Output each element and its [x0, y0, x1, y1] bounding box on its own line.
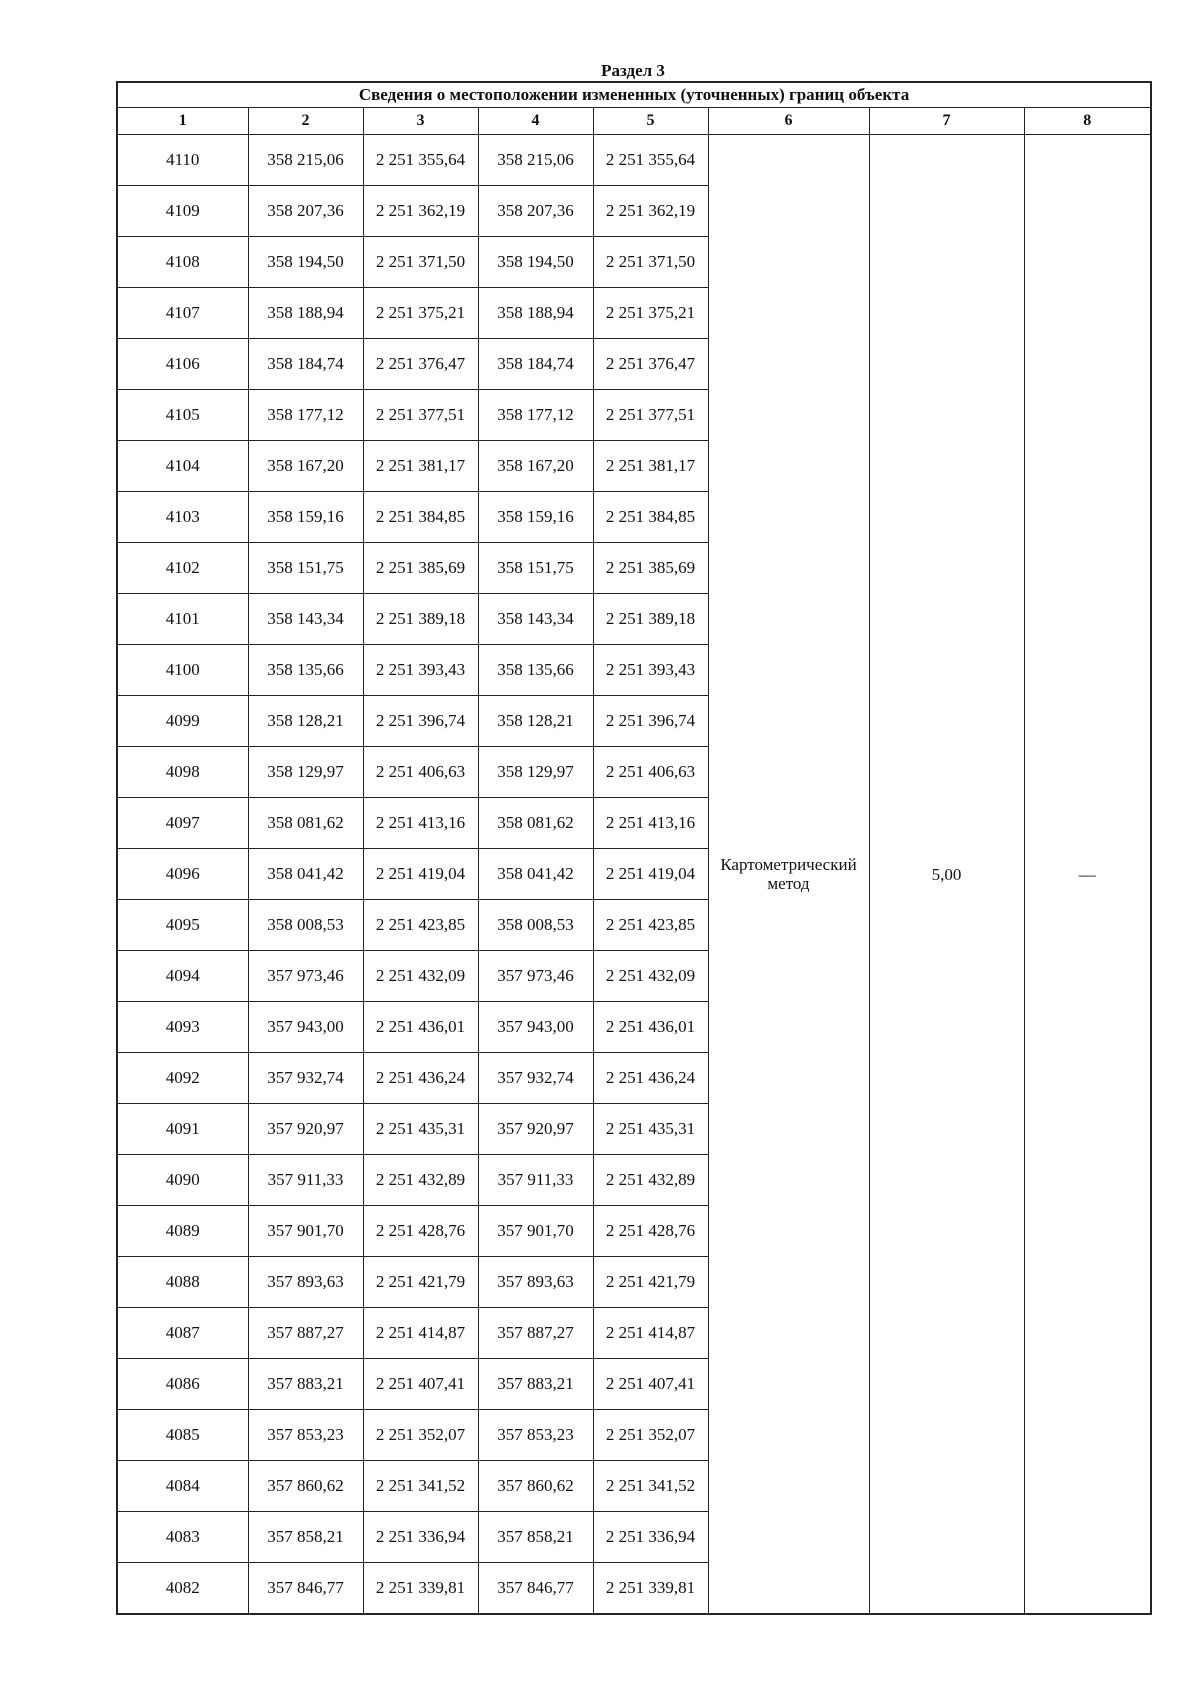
x-existing-cell: 358 128,21: [248, 696, 363, 747]
y-existing-cell: 2 251 423,85: [363, 900, 478, 951]
point-number-cell: 4084: [117, 1461, 248, 1512]
x-updated-cell: 357 887,27: [478, 1308, 593, 1359]
x-updated-cell: 357 860,62: [478, 1461, 593, 1512]
point-number-cell: 4088: [117, 1257, 248, 1308]
y-existing-cell: 2 251 421,79: [363, 1257, 478, 1308]
x-updated-cell: 357 943,00: [478, 1002, 593, 1053]
y-existing-cell: 2 251 385,69: [363, 543, 478, 594]
x-updated-cell: 357 901,70: [478, 1206, 593, 1257]
x-updated-cell: 358 129,97: [478, 747, 593, 798]
column-number-row: [117, 108, 1151, 135]
point-number-cell: 4110: [117, 135, 248, 186]
point-number-cell: 4098: [117, 747, 248, 798]
x-existing-cell: 357 920,97: [248, 1104, 363, 1155]
section-title: Раздел 3: [601, 61, 665, 80]
y-existing-cell: 2 251 428,76: [363, 1206, 478, 1257]
table-body: [117, 135, 1151, 1615]
x-existing-cell: 357 911,33: [248, 1155, 363, 1206]
x-updated-cell: 358 184,74: [478, 339, 593, 390]
x-updated-cell: 358 151,75: [478, 543, 593, 594]
point-number-cell: 4104: [117, 441, 248, 492]
x-updated-cell: 358 159,16: [478, 492, 593, 543]
column-header-7: 7: [869, 108, 1024, 135]
x-existing-cell: 357 893,63: [248, 1257, 363, 1308]
x-updated-cell: 357 911,33: [478, 1155, 593, 1206]
y-updated-cell: 2 251 375,21: [593, 288, 708, 339]
y-updated-cell: 2 251 432,89: [593, 1155, 708, 1206]
x-updated-cell: 357 920,97: [478, 1104, 593, 1155]
y-updated-cell: 2 251 428,76: [593, 1206, 708, 1257]
y-updated-cell: 2 251 381,17: [593, 441, 708, 492]
y-existing-cell: 2 251 376,47: [363, 339, 478, 390]
x-updated-cell: 357 853,23: [478, 1410, 593, 1461]
y-updated-cell: 2 251 355,64: [593, 135, 708, 186]
y-existing-cell: 2 251 436,01: [363, 1002, 478, 1053]
y-updated-cell: 2 251 406,63: [593, 747, 708, 798]
y-updated-cell: 2 251 389,18: [593, 594, 708, 645]
point-number-cell: 4089: [117, 1206, 248, 1257]
x-existing-cell: 357 901,70: [248, 1206, 363, 1257]
x-existing-cell: 358 081,62: [248, 798, 363, 849]
point-number-cell: 4096: [117, 849, 248, 900]
y-updated-cell: 2 251 352,07: [593, 1410, 708, 1461]
x-updated-cell: 358 081,62: [478, 798, 593, 849]
x-existing-cell: 358 167,20: [248, 441, 363, 492]
y-existing-cell: 2 251 389,18: [363, 594, 478, 645]
y-existing-cell: 2 251 362,19: [363, 186, 478, 237]
point-number-cell: 4101: [117, 594, 248, 645]
x-updated-cell: 357 932,74: [478, 1053, 593, 1104]
point-number-cell: 4102: [117, 543, 248, 594]
accuracy-cell: 5,00: [869, 135, 1024, 1615]
y-existing-cell: 2 251 384,85: [363, 492, 478, 543]
x-existing-cell: 358 188,94: [248, 288, 363, 339]
x-updated-cell: 358 008,53: [478, 900, 593, 951]
column-header-2: 2: [248, 108, 363, 135]
x-existing-cell: 358 207,36: [248, 186, 363, 237]
x-updated-cell: 358 215,06: [478, 135, 593, 186]
point-number-cell: 4099: [117, 696, 248, 747]
point-number-cell: 4087: [117, 1308, 248, 1359]
boundary-coordinates-table: [116, 81, 1152, 1615]
y-updated-cell: 2 251 339,81: [593, 1563, 708, 1615]
y-updated-cell: 2 251 407,41: [593, 1359, 708, 1410]
y-updated-cell: 2 251 377,51: [593, 390, 708, 441]
x-updated-cell: 358 135,66: [478, 645, 593, 696]
x-updated-cell: 357 883,21: [478, 1359, 593, 1410]
y-updated-cell: 2 251 376,47: [593, 339, 708, 390]
column-header-4: 4: [478, 108, 593, 135]
y-updated-cell: 2 251 371,50: [593, 237, 708, 288]
x-existing-cell: 357 883,21: [248, 1359, 363, 1410]
y-existing-cell: 2 251 432,09: [363, 951, 478, 1002]
x-updated-cell: 358 188,94: [478, 288, 593, 339]
y-updated-cell: 2 251 413,16: [593, 798, 708, 849]
x-existing-cell: 358 135,66: [248, 645, 363, 696]
point-number-cell: 4109: [117, 186, 248, 237]
y-updated-cell: 2 251 436,01: [593, 1002, 708, 1053]
x-existing-cell: 358 151,75: [248, 543, 363, 594]
column-header-1: 1: [117, 108, 248, 135]
point-number-cell: 4105: [117, 390, 248, 441]
y-existing-cell: 2 251 393,43: [363, 645, 478, 696]
point-number-cell: 4082: [117, 1563, 248, 1615]
x-updated-cell: 357 893,63: [478, 1257, 593, 1308]
note-cell: —: [1024, 135, 1151, 1615]
column-header-8: 8: [1024, 108, 1151, 135]
point-number-cell: 4085: [117, 1410, 248, 1461]
y-existing-cell: 2 251 377,51: [363, 390, 478, 441]
y-updated-cell: 2 251 435,31: [593, 1104, 708, 1155]
y-updated-cell: 2 251 393,43: [593, 645, 708, 696]
point-number-cell: 4106: [117, 339, 248, 390]
y-existing-cell: 2 251 435,31: [363, 1104, 478, 1155]
y-existing-cell: 2 251 406,63: [363, 747, 478, 798]
y-updated-cell: 2 251 341,52: [593, 1461, 708, 1512]
y-existing-cell: 2 251 381,17: [363, 441, 478, 492]
x-updated-cell: 358 194,50: [478, 237, 593, 288]
x-existing-cell: 357 858,21: [248, 1512, 363, 1563]
x-updated-cell: 358 041,42: [478, 849, 593, 900]
y-existing-cell: 2 251 371,50: [363, 237, 478, 288]
y-updated-cell: 2 251 336,94: [593, 1512, 708, 1563]
x-existing-cell: 358 041,42: [248, 849, 363, 900]
y-updated-cell: 2 251 436,24: [593, 1053, 708, 1104]
table-caption: Сведения о местоположении измененных (уточненных) границ объекта: [117, 82, 1151, 108]
x-existing-cell: 358 177,12: [248, 390, 363, 441]
y-updated-cell: 2 251 423,85: [593, 900, 708, 951]
y-existing-cell: 2 251 436,24: [363, 1053, 478, 1104]
x-existing-cell: 357 860,62: [248, 1461, 363, 1512]
x-existing-cell: 358 194,50: [248, 237, 363, 288]
y-existing-cell: 2 251 407,41: [363, 1359, 478, 1410]
point-number-cell: 4091: [117, 1104, 248, 1155]
x-existing-cell: 358 159,16: [248, 492, 363, 543]
x-updated-cell: 357 858,21: [478, 1512, 593, 1563]
x-updated-cell: 358 167,20: [478, 441, 593, 492]
point-number-cell: 4097: [117, 798, 248, 849]
x-existing-cell: 357 932,74: [248, 1053, 363, 1104]
x-existing-cell: 358 215,06: [248, 135, 363, 186]
x-existing-cell: 357 973,46: [248, 951, 363, 1002]
x-existing-cell: 357 853,23: [248, 1410, 363, 1461]
x-existing-cell: 358 129,97: [248, 747, 363, 798]
method-cell: Картометрический метод: [708, 135, 869, 1615]
column-header-5: 5: [593, 108, 708, 135]
y-updated-cell: 2 251 385,69: [593, 543, 708, 594]
point-number-cell: 4103: [117, 492, 248, 543]
x-existing-cell: 357 943,00: [248, 1002, 363, 1053]
y-existing-cell: 2 251 419,04: [363, 849, 478, 900]
y-existing-cell: 2 251 413,16: [363, 798, 478, 849]
y-updated-cell: 2 251 414,87: [593, 1308, 708, 1359]
y-updated-cell: 2 251 421,79: [593, 1257, 708, 1308]
y-updated-cell: 2 251 396,74: [593, 696, 708, 747]
point-number-cell: 4108: [117, 237, 248, 288]
x-existing-cell: 358 008,53: [248, 900, 363, 951]
y-existing-cell: 2 251 336,94: [363, 1512, 478, 1563]
x-existing-cell: 357 846,77: [248, 1563, 363, 1615]
y-updated-cell: 2 251 362,19: [593, 186, 708, 237]
x-updated-cell: 357 846,77: [478, 1563, 593, 1615]
y-existing-cell: 2 251 432,89: [363, 1155, 478, 1206]
table-row: [117, 135, 1151, 186]
x-existing-cell: 357 887,27: [248, 1308, 363, 1359]
column-header-3: 3: [363, 108, 478, 135]
point-number-cell: 4095: [117, 900, 248, 951]
point-number-cell: 4083: [117, 1512, 248, 1563]
y-existing-cell: 2 251 414,87: [363, 1308, 478, 1359]
y-updated-cell: 2 251 432,09: [593, 951, 708, 1002]
y-existing-cell: 2 251 339,81: [363, 1563, 478, 1615]
x-updated-cell: 358 207,36: [478, 186, 593, 237]
x-existing-cell: 358 143,34: [248, 594, 363, 645]
x-existing-cell: 358 184,74: [248, 339, 363, 390]
point-number-cell: 4093: [117, 1002, 248, 1053]
point-number-cell: 4107: [117, 288, 248, 339]
point-number-cell: 4090: [117, 1155, 248, 1206]
y-updated-cell: 2 251 419,04: [593, 849, 708, 900]
point-number-cell: 4094: [117, 951, 248, 1002]
point-number-cell: 4092: [117, 1053, 248, 1104]
x-updated-cell: 358 177,12: [478, 390, 593, 441]
y-existing-cell: 2 251 352,07: [363, 1410, 478, 1461]
point-number-cell: 4086: [117, 1359, 248, 1410]
point-number-cell: 4100: [117, 645, 248, 696]
x-updated-cell: 358 143,34: [478, 594, 593, 645]
y-updated-cell: 2 251 384,85: [593, 492, 708, 543]
x-updated-cell: 357 973,46: [478, 951, 593, 1002]
x-updated-cell: 358 128,21: [478, 696, 593, 747]
y-existing-cell: 2 251 375,21: [363, 288, 478, 339]
y-existing-cell: 2 251 396,74: [363, 696, 478, 747]
y-existing-cell: 2 251 341,52: [363, 1461, 478, 1512]
column-header-6: 6: [708, 108, 869, 135]
y-existing-cell: 2 251 355,64: [363, 135, 478, 186]
